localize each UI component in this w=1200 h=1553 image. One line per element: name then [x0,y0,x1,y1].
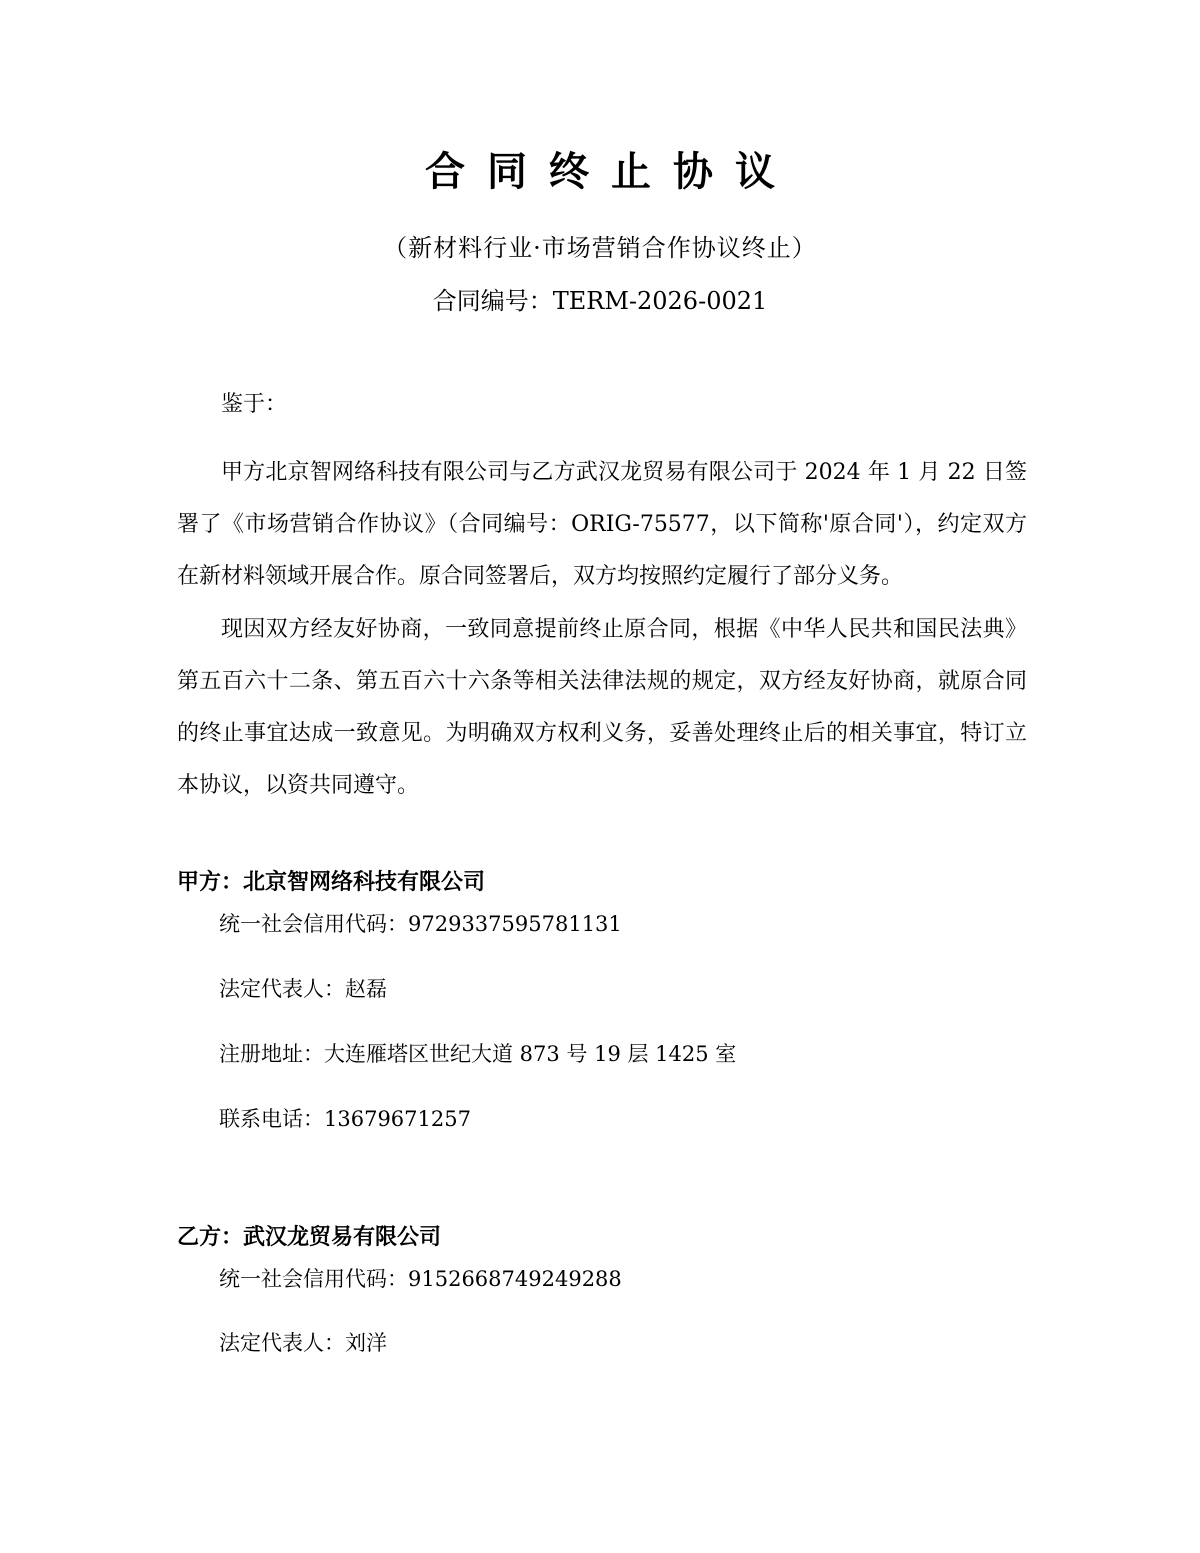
party-b-heading: 乙方：武汉龙贸易有限公司 [177,1225,442,1250]
party-a-phone: 联系电话：13679671257 [219,1107,471,1131]
document-subtitle: （新材料行业·市场营销合作协议终止） [383,234,817,262]
party-a-heading: 甲方：北京智网络科技有限公司 [177,870,486,895]
contract-number-label: 合同编号： [432,287,553,315]
whereas-heading: 鉴于： [221,392,288,417]
document-title: 合同终止协议 [425,149,797,195]
party-a-credit-code: 统一社会信用代码：9729337595781131 [219,912,622,936]
party-a-address: 注册地址：大连雁塔区世纪大道 873 号 19 层 1425 室 [219,1042,737,1066]
party-a-legal-rep: 法定代表人：赵磊 [219,977,387,1001]
contract-number [0,281,1200,321]
recital-paragraph-2: 现因双方经友好协商，一致同意提前终止原合同，根据《中华人民共和国民法典》第五百六十二条、第五百六十六条等相关法律法规的规定，双方经友好协商，就原合同的终止事宜达成一致意见。为明确双方权利义务，妥善处理终止后的相关事宜，特订立本协议，以资共同遵守。 [177,617,1027,798]
party-b-credit-code: 统一社会信用代码：9152668749249288 [219,1267,622,1291]
party-b-legal-rep: 法定代表人：刘洋 [219,1331,387,1355]
contract-number-value: TERM-2026-0021 [552,287,768,315]
recital-paragraph-1: 甲方北京智网络科技有限公司与乙方武汉龙贸易有限公司于 2024 年 1 月 22 日签署了《市场营销合作协议》（合同编号：ORIG-75577，以下简称'原合同'），约定双方在新材料领域开展合作。原合同签署后，双方均按照约定履行了部分义务。 [177,460,1027,589]
